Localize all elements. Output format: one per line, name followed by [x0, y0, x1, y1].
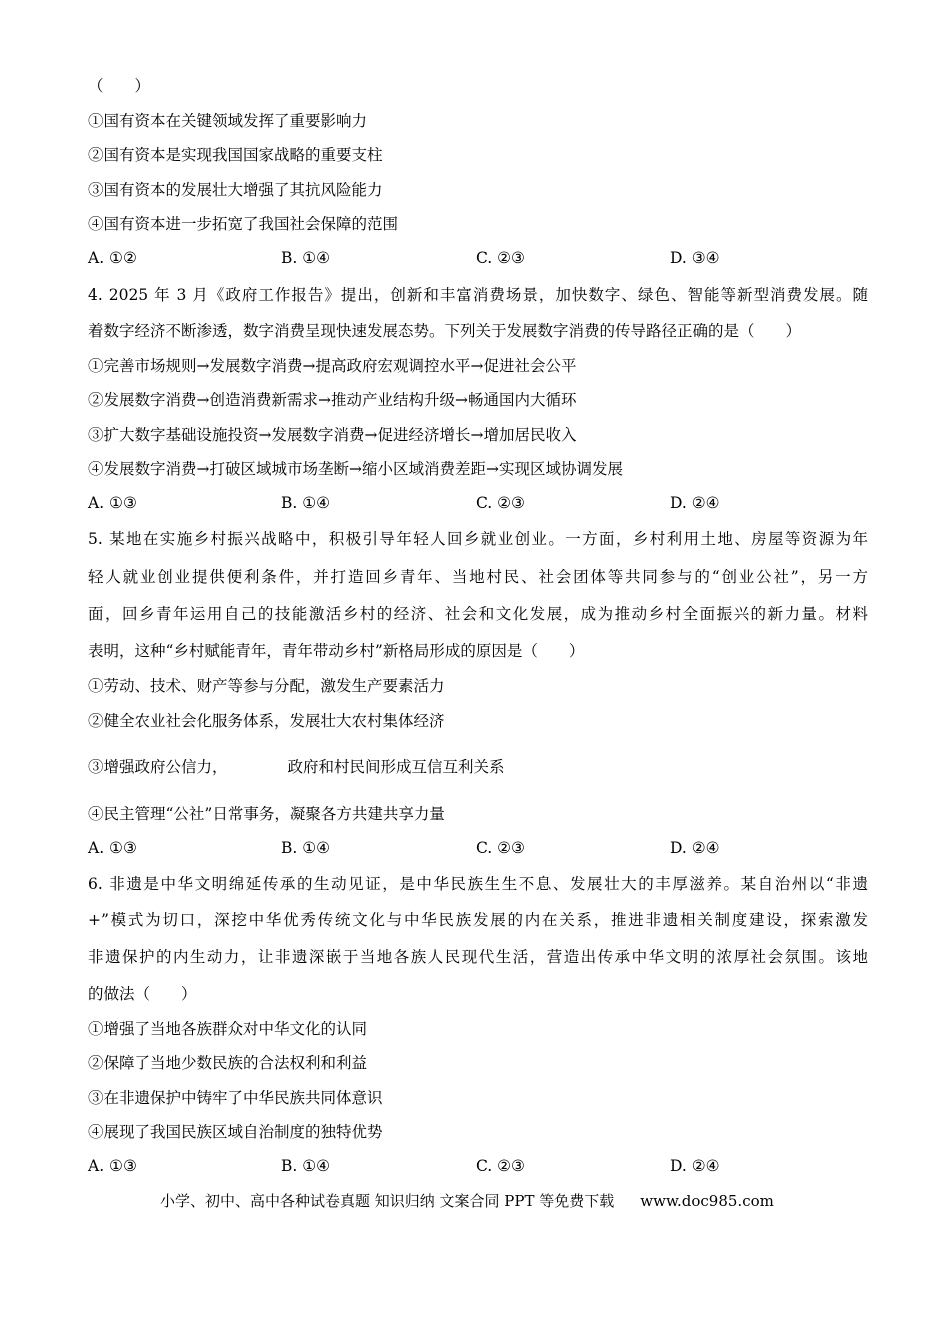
- q4-options: [88, 492, 868, 514]
- q6-stem-line-4: 的做法（ ）: [88, 985, 197, 1003]
- q5-option-a: A. ①③: [88, 839, 137, 857]
- q5-item-2: ②健全农业社会化服务体系，发展壮大农村集体经济: [88, 712, 445, 730]
- q6-item-3: ③在非遗保护中铸牢了中华民族共同体意识: [88, 1089, 383, 1107]
- q5-option-d: D. ②④: [670, 839, 720, 857]
- q6-item-4: ④展现了我国民族区域自治制度的独特优势: [88, 1123, 383, 1141]
- q4-stem-line-2: 着数字经济不断渗透，数字消费呈现快速发展态势。下列关于发展数字消费的传导路径正确的是（ ）: [88, 322, 802, 340]
- q5-item-3-part-1: ③增强政府公信力，: [88, 758, 228, 776]
- q4-option-c: C. ②③: [476, 494, 525, 512]
- q6-option-a: A. ①③: [88, 1157, 137, 1175]
- q5-options: [88, 837, 868, 859]
- q6-item-1: ①增强了当地各族群众对中华文化的认同: [88, 1020, 368, 1038]
- q5-stem-line-3: 面，回乡青年运用自己的技能激活乡村的经济、社会和文化发展，成为推动乡村全面振兴的新力量。材料: [88, 605, 868, 623]
- q5-option-b: B. ①④: [281, 839, 331, 857]
- q4-option-b: B. ①④: [281, 494, 331, 512]
- footer-text: 小学、初中、高中各种试卷真题 知识归纳 文案合同 PPT 等免费下载: [160, 1192, 615, 1210]
- q6-option-d: D. ②④: [670, 1157, 720, 1175]
- footer-url-link[interactable]: www.doc985.com: [640, 1192, 774, 1210]
- q4-stem-line-1: 4. 2025 年 3 月《政府工作报告》提出，创新和丰富消费场景，加快数字、绿色、智能等新型消费发展。随: [88, 286, 868, 304]
- q5-option-c: C. ②③: [476, 839, 525, 857]
- q4-item-2: ②发展数字消费→创造消费新需求→推动产业结构升级→畅通国内大循环: [88, 391, 577, 409]
- q5-item-1: ①劳动、技术、财产等参与分配，激发生产要素活力: [88, 677, 445, 695]
- q5-stem-line-1: 5. 某地在实施乡村振兴战略中，积极引导年轻人回乡就业创业。一方面，乡村利用土地、房屋等资源为年: [88, 530, 868, 548]
- q3-option-a: A. ①②: [88, 249, 137, 267]
- q3-option-b: B. ①④: [281, 249, 331, 267]
- page-footer: [160, 1190, 800, 1212]
- q6-option-c: C. ②③: [476, 1157, 525, 1175]
- q6-stem-line-2: +”模式为切口，深挖中华优秀传统文化与中华民族发展的内在关系，推进非遗相关制度建设，探索激发: [88, 911, 868, 929]
- q6-option-b: B. ①④: [281, 1157, 331, 1175]
- q6-stem-line-1: 6. 非遗是中华文明绵延传承的生动见证，是中华民族生生不息、发展壮大的丰厚滋养。某自治州以“非遗: [88, 875, 868, 893]
- q3-item-2: ②国有资本是实现我国国家战略的重要支柱: [88, 146, 383, 164]
- q4-option-d: D. ②④: [670, 494, 720, 512]
- q6-options: [88, 1155, 868, 1177]
- q5-item-3-part-2: 政府和村民间形成互信互利关系: [287, 758, 505, 776]
- q3-item-3: ③国有资本的发展壮大增强了其抗风险能力: [88, 181, 383, 199]
- q3-item-1: ①国有资本在关键领域发挥了重要影响力: [88, 112, 368, 130]
- q4-item-1: ①完善市场规则→发展数字消费→提高政府宏观调控水平→促进社会公平: [88, 357, 577, 375]
- q5-stem-line-2: 轻人就业创业提供便利条件，并打造回乡青年、当地村民、社会团体等共同参与的“创业公社”，另一方: [88, 568, 868, 586]
- q4-option-a: A. ①③: [88, 494, 137, 512]
- q4-item-4: ④发展数字消费→打破区域城市场垄断→缩小区域消费差距→实现区域协调发展: [88, 460, 623, 478]
- q3-item-4: ④国有资本进一步拓宽了我国社会保障的范围: [88, 215, 399, 233]
- q6-stem-line-3: 非遗保护的内生动力，让非遗深嵌于当地各族人民现代生活，营造出传承中华文明的浓厚社会氛围。该地: [88, 948, 868, 966]
- q5-item-3: [88, 756, 868, 778]
- q5-item-4: ④民主管理“公社”日常事务，凝聚各方共建共享力量: [88, 805, 445, 823]
- q3-stem-tail: （ ）: [88, 77, 151, 95]
- q4-item-3: ③扩大数字基础设施投资→发展数字消费→促进经济增长→增加居民收入: [88, 426, 577, 444]
- q3-options: [88, 247, 868, 269]
- q3-option-c: C. ②③: [476, 249, 525, 267]
- q3-option-d: D. ③④: [670, 249, 720, 267]
- q5-stem-line-4: 表明，这种“乡村赋能青年，青年带动乡村”新格局形成的原因是（ ）: [88, 642, 585, 660]
- q6-item-2: ②保障了当地少数民族的合法权利和利益: [88, 1054, 368, 1072]
